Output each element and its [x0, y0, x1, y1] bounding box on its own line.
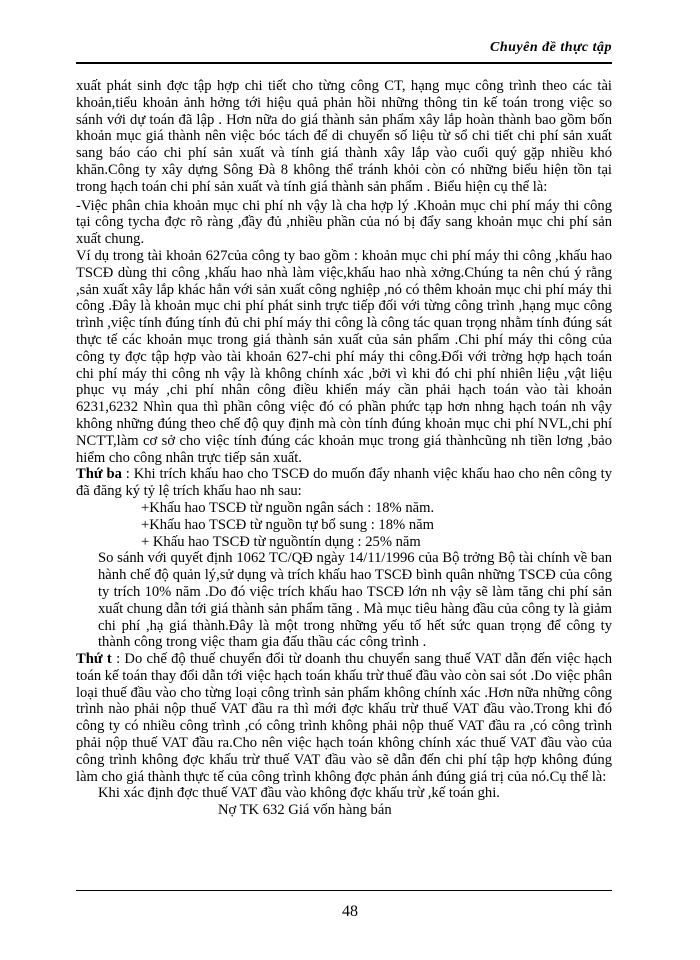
- page-number: 48: [342, 903, 358, 920]
- paragraph: Khi xác định đợc thuế VAT đầu vào không đợc khấu trừ ,kế toán ghi.: [98, 785, 500, 802]
- page-header: [76, 40, 612, 60]
- list-item: + Khấu hao TSCĐ từ nguồntín dụng : 25% năm: [141, 533, 421, 550]
- section-label: Thứ t: [76, 651, 112, 668]
- paragraph-text: : Do chế độ thuế chuyển đổi từ doanh thu chuyển sang thuế VAT dẫn đến việc hạch toán kế toán thay đổi dẫn tới việc hạch toán khấu trừ thuế đầu vào còn sai sót .Do việc phân loại thuế đầu vào cho từng loại công trình sản phẩm không chính xác .Hơn nữa những công trình nào phải nộp thuế VAT đầu ra thì mới đợc khấu trừ thuế VAT đầu vào.Trong khi đó công ty có nhiều công trình ,có công trình không phải nộp thuế VAT đầu ra ,có công trình phải nộp thuế VAT đầu ra.Cho nên việc hạch toán không chính xác thuế VAT đầu vào của công trình không đợc khấu trừ thuế VAT đầu vào sẽ dẫn đến chi phí tập hợp không đúng làm cho giá thành thực tế của công trình không đợc phản ánh đúng giá trị của nó.Cụ thể là:: [76, 651, 612, 785]
- header-rule: [76, 62, 612, 64]
- depreciation-list: [76, 500, 612, 550]
- journal-entry: Nợ TK 632 Giá vốn hàng bán: [218, 802, 392, 819]
- list-item: +Khấu hao TSCĐ từ nguồn tự bổ sung : 18% năm: [141, 516, 434, 533]
- section-label: Thứ ba: [76, 466, 122, 483]
- paragraph: xuất phát sinh đợc tập hợp chi tiết cho từng công CT, hạng mục công trình theo các tài khoản,tiểu khoản ảnh hởng tới hiệu quả phản hồi những thông tin kế toán trong việc so sánh với dự toán đã lập . Hơn nữa do giá thành sản phẩm xây lắp hoàn thành bao gồm bốn khoản mục giá thành nên việc bóc tách để di chuyển số liệu từ sổ chi tiết chi phí sản xuất sang báo cáo chi phí sản xuất và tính giá thành xây lắp vào cuối quý gặp nhiều khó khăn.Công ty xây dựng Sông Đà 8 không thể tránh khỏi còn có những biểu hiện tồn tại trong hạch toán chi phí sản xuất và tính giá thành sản phẩm . Biểu hiện cụ thể là:: [76, 78, 612, 195]
- paragraph-thu-ba: [76, 466, 612, 500]
- header-title: Chuyên đề thực tập: [489, 40, 612, 55]
- paragraph: -Việc phân chia khoản mục chi phí nh vậy là cha hợp lý .Khoản mục chi phí máy thi công tại công tycha đợc rõ ràng ,đầy đủ ,nhiều phần của nó bị đẩy sang khoản mục chi phí sản xuất chung.: [76, 197, 612, 248]
- paragraph-text: : Khi trích khấu hao cho TSCĐ do muốn đẩy nhanh việc khấu hao cho nên công ty đã đăng ký tỷ lệ trích khấu hao nh sau:: [76, 466, 612, 500]
- footer-rule: [76, 890, 612, 891]
- paragraph: Ví dụ trong tài khoản 627của công ty bao gồm : khoản mục chi phí máy thi công ,khấu hao TSCĐ dùng thi công ,khấu hao nhà làm việc,khấu hao nhà xởng.Chúng ta nên chú ý rằng ,sản xuất xây lắp khác hẳn với sản xuất công nghiệp ,nó có thêm khoản mục chi phí máy thi công .Đây là khoản mục chi phí phát sinh trực tiếp đối với từng công trình ,hạng mục công trình ,việc tính đúng tính đủ chi phí máy thi công là công tác quan trọng nhằm tính đúng sát thực tế các khoản mục trong giá thành sản xuất của sản phẩm .Chi phí máy thi công của công ty đợc tập hợp vào tài khoản 627-chi phí máy thi công.Đối với trờng hợp hạch toán chi phí máy thi công nh vậy là không chính xác ,bởi vì khi đó chi phí nhiên liệu ,vật liệu phục vụ máy ,chi phí nhân công điều khiển máy cần phải hạch toán vào tài khoản 6231,6232 Nhìn qua thì phần công việc đó có phần phức tạp hơn nhng hạch toán nh vậy không những đúng theo chế độ quy định mà còn tính đúng khoản mục chi phí NVL,chi phí NCTT,làm cơ sở cho việc tính đúng các khoản mục trong giá thànhcũng nh tiền lơng ,bảo hiểm cho công nhân trực tiếp sản xuất.: [76, 247, 612, 466]
- paragraph: So sánh với quyết định 1062 TC/QĐ ngày 14/11/1996 của Bộ trởng Bộ tài chính về ban hành chế độ quản lý,sử dụng và trích khấu hao TSCĐ bình quân những TSCĐ của công ty trích 10% năm .Do đó việc trích khấu hao TSCĐ lớn nh vậy sẽ làm tăng chi phí sản xuất chung dẫn tới giá thành sản phẩm tăng . Mà mục tiêu hàng đầu của công ty là giảm chi phí ,hạ giá thành.Đây là một trong những yếu tố hết sức quan trọng để công ty thành công trong việc tham gia đấu thầu các công trình .: [98, 550, 612, 651]
- paragraph-thu-tu: [76, 651, 612, 785]
- list-item: +Khấu hao TSCĐ từ nguồn ngân sách : 18% năm.: [141, 499, 435, 516]
- document-body: [76, 78, 612, 819]
